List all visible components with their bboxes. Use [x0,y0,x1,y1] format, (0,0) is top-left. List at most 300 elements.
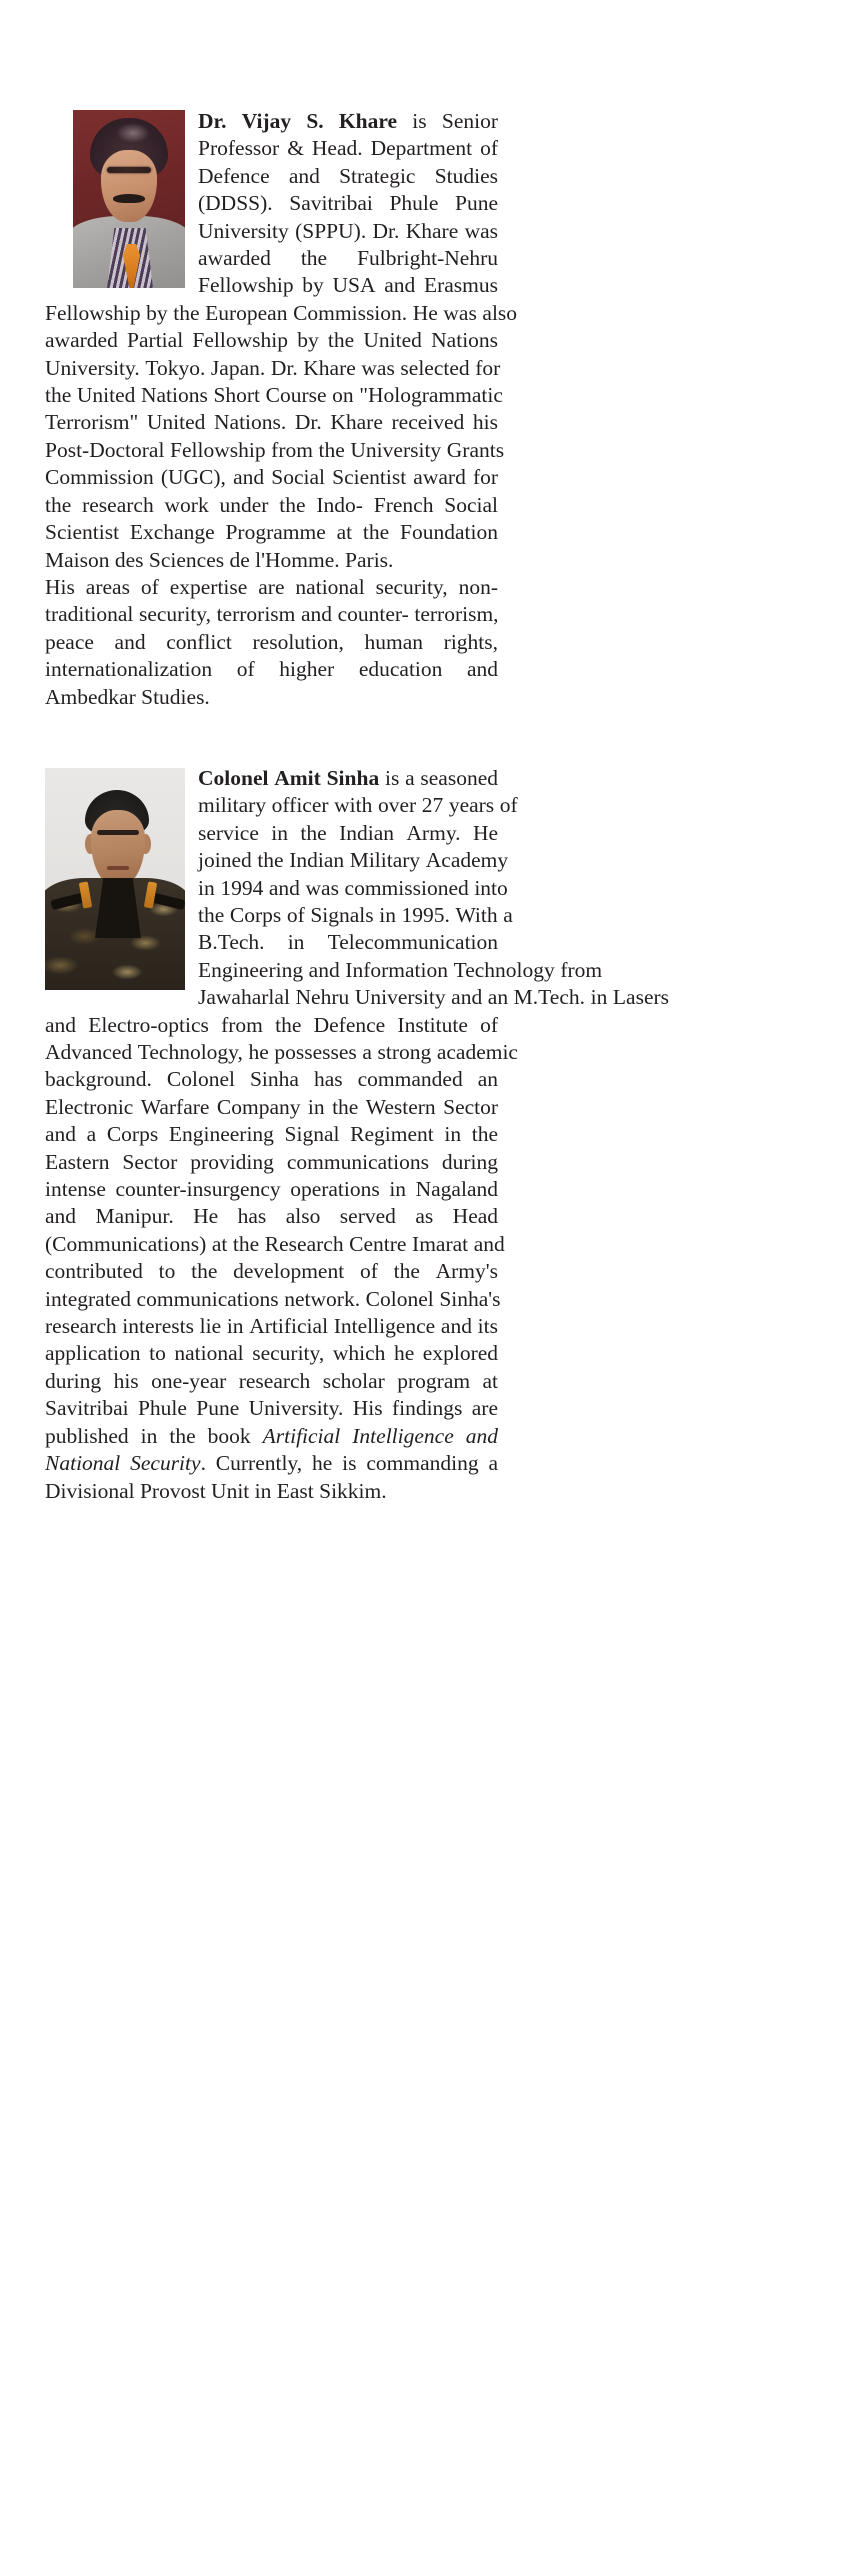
word-space [363,135,371,162]
word: the [257,848,284,873]
word-space [319,327,328,354]
text-line [45,409,498,436]
word: Defence [313,1012,386,1037]
word-space [157,1423,169,1450]
word: Intelligence [333,1314,436,1339]
word-space [251,1423,263,1450]
word: and [288,163,320,188]
word-space [217,1258,233,1285]
word: was [464,218,499,243]
text-line [198,984,670,1011]
word: Nations. [214,410,287,435]
word: Western [365,1094,436,1119]
word: Nations [140,383,208,408]
word-space [205,409,214,436]
word-space [406,1176,416,1203]
text-line [198,163,498,190]
word: at [211,1231,228,1256]
word: human [364,629,424,654]
word: non- [458,574,498,599]
text-line [45,1039,518,1066]
word-space [385,1368,397,1395]
word: Partial [127,328,184,353]
text-line [198,218,498,245]
word: United [146,410,206,435]
word-space [94,629,115,656]
text-line [45,574,498,601]
word: its [477,1314,498,1339]
word: French [373,492,434,517]
word: over [377,793,417,818]
word: Warfare [140,1094,210,1119]
word: also [285,1204,321,1229]
word: from [271,437,313,462]
word: to [158,1259,176,1284]
word: Military [349,848,421,873]
word-space [133,1094,140,1121]
word: Dr. [294,410,322,435]
word-space [288,327,297,354]
word-space [301,1012,313,1039]
word: in [271,820,289,845]
text-line [45,1149,498,1176]
text-line: Ambedkar Studies. [45,684,210,709]
word: scholar [322,1368,385,1393]
word: integrated [45,1286,131,1311]
word: and [45,1012,77,1037]
word: University [354,985,446,1010]
word: an [477,1067,498,1092]
word: work [164,492,209,517]
word: the [318,437,345,462]
text-line [45,601,498,628]
word: Company [216,1094,301,1119]
word: rights, [443,629,499,654]
word: a [86,1122,97,1147]
word: Defence [198,163,270,188]
word: expertise [169,574,248,599]
word: in [307,1094,325,1119]
word: Studies [434,163,499,188]
word: under [219,492,269,517]
word: Commission [45,465,154,490]
text-line [45,1395,498,1422]
word: and [45,1204,77,1229]
word: Sinha [249,1067,299,1092]
word: the [300,246,328,271]
word: University. [248,1396,344,1421]
word: . [200,1451,206,1476]
word: Information [345,957,448,982]
word: Fellowship [198,273,294,298]
text-line [45,1340,498,1367]
word: from [221,1012,263,1037]
word: to [149,1341,166,1366]
word: "Hologrammatic [359,383,503,408]
word-space [154,492,165,519]
word: and [45,1122,77,1147]
word: as [415,1204,434,1229]
word-space [358,1094,365,1121]
word: counter- [337,602,409,627]
word: served [339,1204,396,1229]
word-space [461,820,473,847]
photo-moustache [113,194,145,203]
word-space [106,1176,116,1203]
word: commissioned [344,875,469,900]
word-space [196,1423,208,1450]
word: Professor [198,136,280,161]
word: Lasers [612,985,670,1010]
word: terrorism, [414,602,499,627]
word-space [389,519,400,546]
word-space [340,1423,352,1450]
word: commanding [366,1451,479,1476]
word: is [384,765,400,790]
text-line [45,1203,498,1230]
word-space [158,1121,169,1148]
text-line [45,629,498,656]
word: and [300,602,333,627]
word: in [226,1314,244,1339]
word-space [327,245,357,272]
word-space [226,1368,238,1395]
word: the [362,520,390,545]
word: 1995. [401,902,450,927]
word-space [263,1012,275,1039]
paragraph-khare-2 [45,574,498,711]
author-name-vijay-khare: Dr. [198,109,227,133]
word: one-year [151,1368,227,1393]
text-line [198,135,498,162]
word: Artificial [249,1314,329,1339]
text-line [45,1313,498,1340]
word-space [406,464,413,491]
book-title-part-2: Security [130,1451,201,1476]
text-line [45,300,518,327]
word-space [141,1340,150,1367]
word: the [332,1094,359,1119]
word-space [76,1203,95,1230]
word: in [287,930,305,955]
word: Academy [425,848,509,873]
word: development [233,1259,345,1284]
text-line [45,1094,498,1121]
word-space [468,1012,480,1039]
word: Fulbright-Nehru [357,246,499,271]
word: during [441,1149,499,1174]
word-space [385,1012,397,1039]
word: the [393,1259,420,1284]
word-space [306,492,317,519]
word: strong [377,1040,432,1064]
word: counter-insurgency [115,1177,281,1202]
text-line [198,957,603,984]
word: Social [271,465,325,490]
word: during [45,1368,102,1393]
word-space [154,464,161,491]
word-space [279,135,287,162]
text-line [198,847,509,874]
word: providing [190,1149,274,1174]
word: background. [45,1067,152,1092]
word-space [304,929,327,956]
text-line [45,1231,505,1258]
word-space [422,327,431,354]
word: the [327,328,355,353]
word: of [140,574,159,599]
word-space [332,1450,342,1477]
word: by [297,328,319,353]
word-space [470,1368,482,1395]
word-space [365,574,376,601]
word: Foundation [400,520,498,545]
word: United [363,328,422,353]
word-space [427,108,442,135]
word: 1994 [220,875,264,900]
word-space [448,574,459,601]
word-space [327,820,339,847]
word: Institute [397,1012,468,1037]
word: Commission. [293,300,408,325]
word: Colonel [166,1067,235,1092]
word: Khare [405,218,459,243]
word: Indian [289,848,345,873]
text-line: Maison des Sciences de l'Homme. Paris. [45,547,394,572]
word-space [423,629,444,656]
word-space [109,1149,122,1176]
word: Regiment [350,1122,434,1147]
word: of [236,657,255,682]
word-space [376,272,385,299]
word-space [130,574,141,601]
word-space [320,163,339,190]
word: awarded [198,246,271,271]
word: from [560,957,603,982]
word: conflict [166,629,232,654]
word: an [487,985,509,1010]
word: in [389,1177,407,1202]
word-space [415,163,434,190]
word-space [294,272,303,299]
text-line [45,1176,498,1203]
word: in [379,902,396,927]
word: a [503,902,513,927]
word: internationalization [45,657,213,682]
book-title-part-1: Intelligence [352,1423,454,1448]
word: Exchange [129,520,215,545]
word: and [440,1314,472,1339]
word-space [264,464,271,491]
text-line [198,929,498,956]
word: in [198,875,215,900]
word: Electro-optics [88,1012,209,1037]
word-space [479,1450,489,1477]
word-space [380,1176,390,1203]
word: (UGC), [160,465,226,490]
word: received [391,410,465,435]
text-line [198,108,498,135]
word: Colonel [365,1286,434,1311]
text-line [45,1368,498,1395]
word: possesses [274,1040,357,1064]
word-space [206,1450,216,1477]
word: for [475,355,501,380]
word-space [320,1203,339,1230]
word-space [383,1395,392,1422]
word: book [207,1423,251,1448]
word: academic [436,1040,518,1064]
text-line [45,1258,498,1285]
photo-brow [97,830,139,835]
word-space [433,492,444,519]
word: Sector [122,1149,178,1174]
word: the [45,383,72,408]
word-space [352,519,363,546]
word: and [384,273,416,298]
word-space [464,409,473,436]
word: on [332,383,354,408]
text-line [45,327,498,354]
word-space [71,492,82,519]
word-space [286,409,295,436]
word: security, [252,1341,325,1366]
word: he [393,1341,415,1366]
word-space [232,629,253,656]
word: the [45,492,72,517]
word: Erasmus [423,273,498,298]
word: Fellowship [192,328,288,353]
word: Phule [137,1396,187,1421]
word-space [325,1094,332,1121]
word-space [291,108,306,135]
text-line [198,272,498,299]
word: Tokyo. [145,355,206,380]
word: & [287,136,304,161]
text-line [198,190,498,217]
word: Scientist [332,465,407,490]
word-space [466,464,473,491]
word-space [396,1203,415,1230]
word-space [285,574,296,601]
word: Japan. [210,355,266,380]
word: he [248,1040,269,1064]
word: Khare [303,355,356,380]
word-space [76,1012,88,1039]
word-space [299,1066,314,1093]
word: and [451,985,483,1010]
word: by [146,300,168,325]
text-line [45,1066,498,1093]
word: resolution, [252,629,344,654]
word-space [152,1066,167,1093]
word: (SPPU). [295,218,367,243]
word: terrorism [216,602,296,627]
book-title-part-1: and [465,1423,498,1448]
word: of [480,136,498,161]
word: Nations [431,328,499,353]
word-space [438,190,455,217]
author-photo-vijay-khare [73,110,185,288]
word: traditional [45,602,134,627]
text-line [45,492,498,519]
word-space [146,629,167,656]
photo-face [101,150,157,222]
word: research [238,1368,311,1393]
word-space [166,1340,175,1367]
word-space [273,190,290,217]
word: is [412,109,427,133]
word: Telecommunication [327,930,499,955]
word: years [448,793,495,818]
photo-brow [107,167,151,173]
word-space [118,327,127,354]
word: Signal [284,1122,340,1147]
word: Head. [311,136,363,161]
word-space [302,1450,312,1477]
word: he [312,1451,333,1476]
word-space [373,190,390,217]
word: Jawaharlal [198,985,290,1010]
word: Dr. [372,218,400,243]
word: Army's [435,1259,499,1284]
word: the [471,1122,498,1147]
word-space [244,1340,253,1367]
word: Advanced [45,1040,133,1064]
word-space [429,1149,442,1176]
word-space [259,820,271,847]
word: selected [400,355,470,380]
word: Phule [389,191,439,216]
word: has [313,1067,343,1092]
word: of [480,1012,499,1037]
word-space [235,1066,250,1093]
word: also [482,300,518,325]
word: higher [279,657,335,682]
word: in [590,985,608,1010]
word-space [343,1395,352,1422]
word-space [442,656,467,683]
word: His [45,574,75,599]
word-space [266,1203,285,1230]
word: Research [264,1231,344,1256]
word-space [378,1258,394,1285]
text-line [45,464,498,491]
word: Sector [443,1094,499,1119]
text-line [198,902,513,929]
word: findings [391,1396,463,1421]
word: B.Tech. [198,930,265,955]
word: Engineering [198,957,304,982]
word: Sinha's [439,1286,501,1311]
word-space [434,1121,445,1148]
text-line [45,437,505,464]
text-line [198,765,498,792]
word-space [274,1149,287,1176]
word-space [363,492,374,519]
word: explored [422,1341,499,1366]
word: the [275,1012,302,1037]
word: research [82,492,154,517]
word: his [113,1368,139,1393]
word: Khare [330,410,383,435]
word-space [226,464,233,491]
word: He [472,820,499,845]
word-space [212,656,237,683]
word: are [471,1396,499,1421]
word: Pune [455,191,498,216]
word-space [119,519,130,546]
